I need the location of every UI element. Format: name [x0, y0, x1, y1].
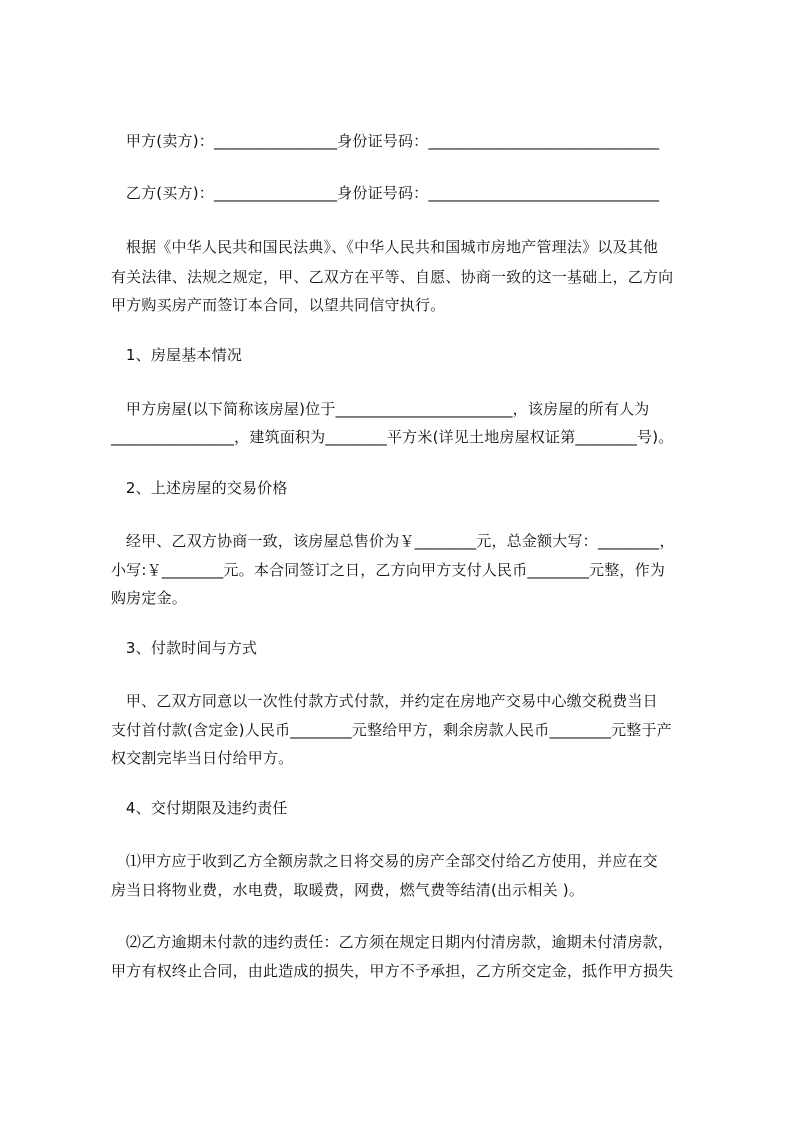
intro-line-1: 根据《中华人民共和国民法典》、《中华人民共和国城市房地产管理法》以及其他 — [106, 238, 659, 256]
section-2-heading: 2、上述房屋的交易价格 — [106, 479, 288, 497]
section-1-line-1: 甲方房屋(以下简称该房屋)位于_______________________，该房屋的所有人为 — [106, 400, 650, 418]
section-3-line-2: 支付首付款(含定金)人民币________元整给甲方，剩余房款人民币________元整于产 — [106, 721, 672, 739]
section-1-heading: 1、房屋基本情况 — [106, 346, 243, 364]
section-2-line-2: 小写:￥________元。本合同签订之日，乙方向甲方支付人民币________元整，作为 — [106, 561, 666, 579]
section-4-clause-1-line-1: ⑴甲方应于收到乙方全额房款之日将交易的房产全部交付给乙方使用，并应在交 — [106, 852, 658, 870]
section-3-line-1: 甲、乙双方同意以一次性付款方式付款，并约定在房地产交易中心缴交税费当日 — [106, 692, 658, 710]
section-4-clause-2-line-2: 甲方有权终止合同，由此造成的损失，甲方不予承担，乙方所交定金，抵作甲方损失 — [106, 962, 674, 980]
party-a-line: 甲方(卖方)：________________身份证号码：______________________________ — [106, 132, 660, 150]
section-3-line-3: 权交割完毕当日付给甲方。 — [106, 749, 294, 767]
section-4-heading: 4、交付期限及违约责任 — [106, 799, 288, 817]
section-4-clause-1-line-2: 房当日将物业费，水电费，取暖费，网费，燃气费等结清(出示相关 )。 — [106, 881, 585, 899]
party-b-line: 乙方(买方)：________________身份证号码：______________________________ — [106, 184, 660, 202]
section-4-clause-2-line-1: ⑵乙方逾期未付款的违约责任：乙方须在规定日期内付清房款，逾期未付清房款， — [106, 933, 674, 951]
intro-line-3: 甲方购买房产而签订本合同，以望共同信守执行。 — [106, 296, 446, 314]
section-2-line-1: 经甲、乙双方协商一致，该房屋总售价为￥________元，总金额大写：________， — [106, 532, 675, 550]
section-3-heading: 3、付款时间与方式 — [106, 639, 258, 657]
section-1-line-2: ________________，建筑面积为________平方米(详见土地房屋权证第________号)。 — [106, 428, 674, 446]
section-2-line-3: 购房定金。 — [106, 589, 187, 607]
intro-line-2: 有关法律、法规之规定，甲、乙双方在平等、自愿、协商一致的这一基础上，乙方向 — [106, 268, 674, 286]
